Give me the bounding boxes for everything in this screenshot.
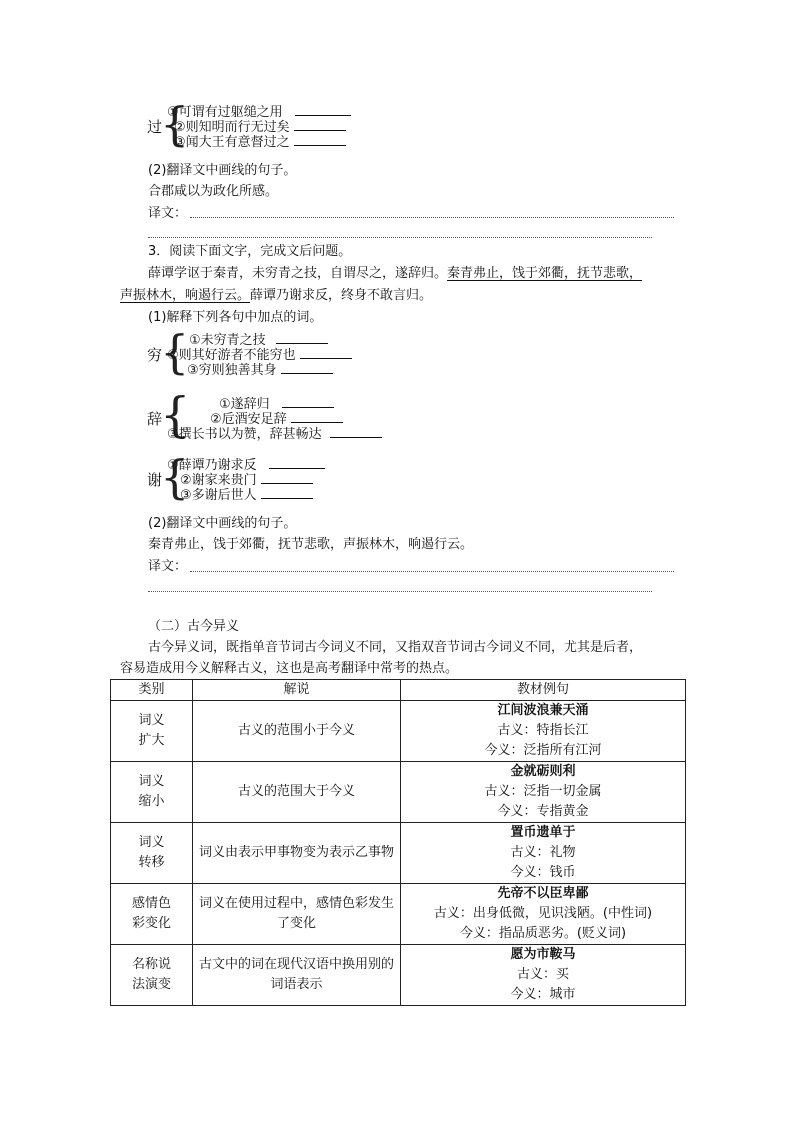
sub-question-1: (1)解释下列各句中加点的词。: [148, 310, 323, 325]
ci-item-3: ③撰长书以为赞，辞甚畅达: [167, 425, 382, 443]
guo-item-1: ①可谓有过躯缒之用: [167, 103, 351, 121]
answer-line[interactable]: [148, 237, 652, 238]
example-cell: 愿为市鞍马 古义：买 今义：城市: [401, 945, 686, 1006]
answer-blank[interactable]: [291, 410, 343, 423]
column-header: 教材例句: [401, 680, 686, 701]
table-row: [111, 701, 686, 762]
head-char-ci: 辞: [147, 410, 163, 428]
answer-blank[interactable]: [295, 103, 351, 116]
intro-line-2: 容易造成用今义解释古义，这也是高考翻译中常考的热点。: [120, 661, 459, 676]
ci-item-1: ①遂辞归: [219, 395, 334, 413]
brace: {: [160, 450, 190, 504]
category-cell: 词义 缩小: [111, 762, 193, 823]
translation-label: 译文：: [148, 206, 188, 221]
head-char-qiong: 穷: [147, 346, 163, 364]
category-cell: 名称说 法演变: [111, 945, 193, 1006]
passage-line-1: 薛谭学讴于秦青，未穷青之技，自谓尽之，遂辞归。秦青弗止，饯于郊衢，抚节悲歌，: [148, 266, 643, 281]
category-cell: 词义 扩大: [111, 701, 193, 762]
question-3-label: 3．阅读下面文字，完成文后问题。: [148, 244, 352, 259]
passage-line-2: 声振林木，响遏行云。薛谭乃谢求反，终身不敢言归。: [120, 288, 433, 303]
guo-item-2: ②则知明而行无过矣: [174, 118, 346, 136]
xie-item-2: ②谢家来贵门: [180, 471, 313, 489]
description-cell: 古文中的词在现代汉语中换用别的词语表示: [193, 945, 401, 1006]
answer-blank[interactable]: [300, 346, 352, 359]
guo-item-3: ③闻大王有意督过之: [174, 133, 346, 151]
column-header: 解说: [193, 680, 401, 701]
answer-blank[interactable]: [276, 331, 328, 344]
head-char-guo: 过: [147, 118, 163, 136]
qiong-item-3: ③穷则独善其身: [187, 361, 333, 379]
answer-blank[interactable]: [281, 361, 333, 374]
head-char-xie: 谢: [147, 471, 163, 489]
example-cell: 先帝不以臣卑鄙 古义：出身低微，见识浅陋。(中性词) 今义：指品质恶劣。(贬义词): [401, 884, 686, 945]
answer-line[interactable]: [190, 217, 674, 218]
description-cell: 古义的范围小于今义: [193, 701, 401, 762]
table-row: [111, 823, 686, 884]
question-label: (2)翻译文中画线的句子。: [148, 163, 297, 178]
category-cell: 感情色 彩变化: [111, 884, 193, 945]
table-header-row: [111, 680, 686, 701]
description-cell: 词义在使用过程中，感情色彩发生了变化: [193, 884, 401, 945]
answer-blank[interactable]: [261, 471, 313, 484]
qiong-item-2: ②则其好游者不能穷也: [167, 346, 352, 364]
description-cell: 古义的范围大于今义: [193, 762, 401, 823]
example-cell: 置币遗单于 古义：礼物 今义：钱币: [401, 823, 686, 884]
column-header: 类别: [111, 680, 193, 701]
xie-item-3: ③多谢后世人: [180, 486, 313, 504]
table-row: [111, 762, 686, 823]
category-cell: 词义 转移: [111, 823, 193, 884]
example-cell: 金就砺则利 古义：泛指一切金属 今义：专指黄金: [401, 762, 686, 823]
table-row: [111, 884, 686, 945]
example-cell: 江间波浪兼天涌 古义：特指长江 今义：泛指所有江河: [401, 701, 686, 762]
ci-item-2: ②卮酒安足辞: [210, 410, 343, 428]
answer-blank[interactable]: [261, 486, 313, 499]
intro-line-1: 古今异义词，既指单音节词古今词义不同，又指双音节词古今词义不同，尤其是后者，: [148, 640, 643, 655]
brace: {: [160, 387, 191, 443]
brace: {: [160, 97, 190, 151]
xie-item-1: ①薛谭乃谢求反: [167, 456, 325, 474]
question-label: (2)翻译文中画线的句子。: [148, 516, 297, 531]
answer-blank[interactable]: [330, 425, 382, 438]
qiong-item-1: ①未穷青之技: [189, 331, 328, 349]
section-heading: （二）古今异义: [148, 619, 240, 634]
brace: {: [160, 325, 190, 379]
translation-label: 译文：: [148, 559, 188, 574]
answer-blank[interactable]: [282, 395, 334, 408]
table-row: [111, 945, 686, 1006]
answer-blank[interactable]: [269, 456, 325, 469]
answer-blank[interactable]: [294, 118, 346, 131]
comparison-table: [110, 679, 686, 1006]
source-sentence: 合郡咸以为政化所感。: [148, 184, 279, 199]
description-cell: 词义由表示甲事物变为表示乙事物: [193, 823, 401, 884]
answer-line[interactable]: [148, 591, 652, 592]
answer-line[interactable]: [190, 571, 674, 572]
source-sentence: 秦青弗止，饯于郊衢，抚节悲歌，声振林木，响遏行云。: [148, 537, 474, 552]
answer-blank[interactable]: [294, 133, 346, 146]
